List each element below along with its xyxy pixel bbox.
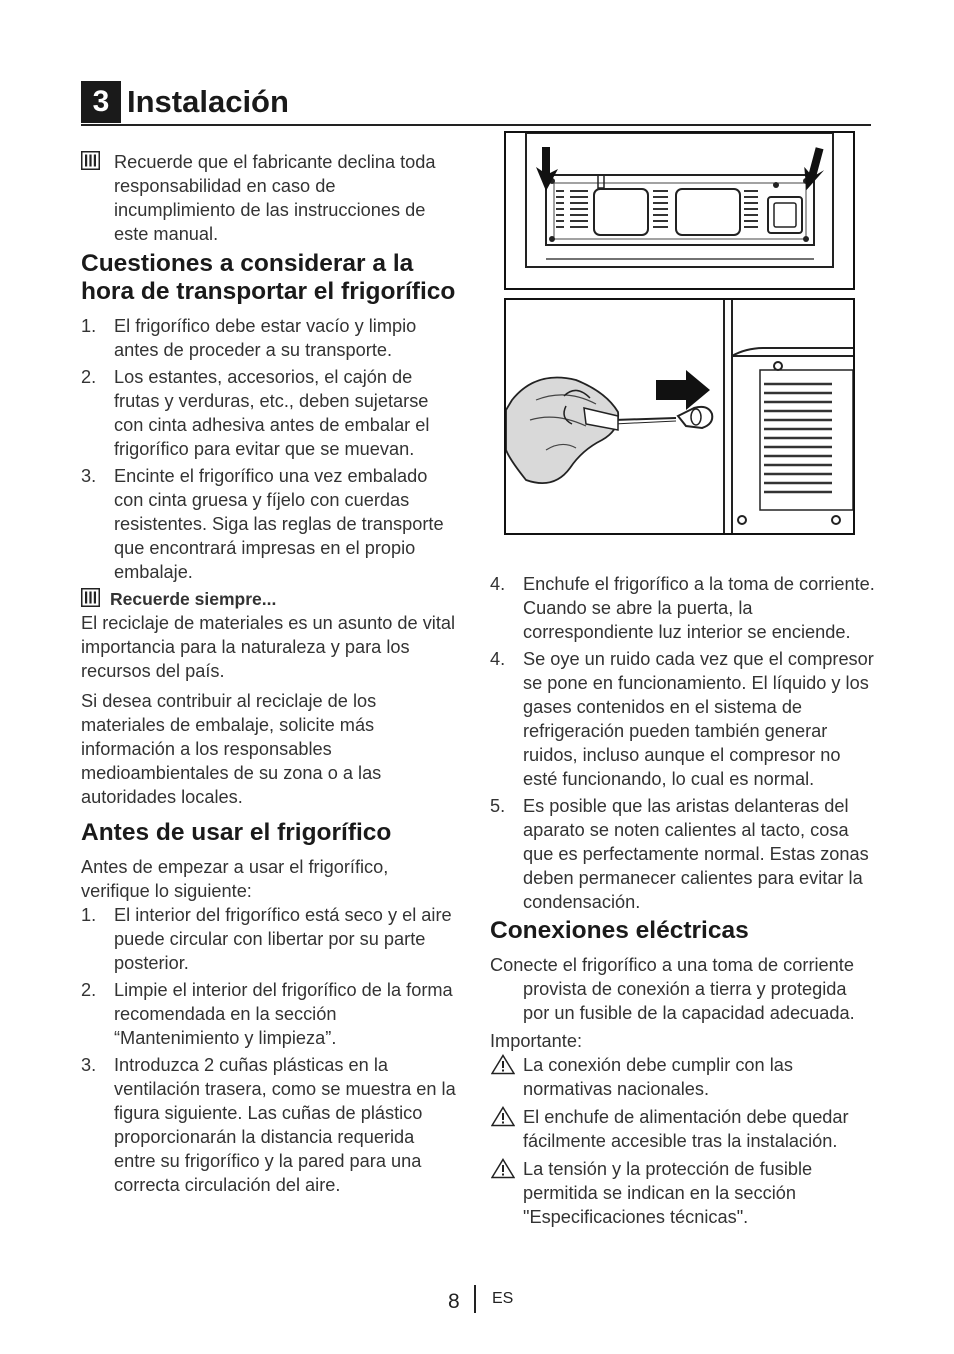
language-code: ES — [492, 1290, 514, 1307]
transport-list — [81, 314, 459, 584]
operation-list — [490, 572, 875, 914]
transport-heading: Cuestiones a considerar a la hora de transportar el frigorífico — [81, 250, 456, 305]
chapter-header — [81, 80, 871, 126]
left-column — [81, 150, 459, 1200]
before-use-heading: Antes de usar el frigorífico — [81, 819, 392, 846]
warning-text: El enchufe de alimentación debe quedar fácilmente accesible tras la instalación. — [523, 1107, 849, 1151]
arrow-right-icon — [656, 370, 710, 410]
info-icon — [81, 588, 100, 607]
page-number: 8 — [448, 1290, 460, 1313]
electrical-intro: Conecte el frigorífico a una toma de corriente provista de conexión a tierra y protegida por un fusible de la capacidad adecuada. — [490, 955, 855, 1023]
list-item-text: Introduzca 2 cuñas plásticas en la ventilación trasera, como se muestra en la figura siguiente. Las cuñas de plástico proporcionarán la distancia requerida entre su frigorífico y la pared para una correcta circulación del aire. — [114, 1055, 456, 1195]
remember-paragraph-1: El reciclaje de materiales es un asunto de vital importancia para la naturaleza y para los recursos del país. — [81, 613, 456, 681]
chapter-number: 3 — [81, 81, 121, 123]
list-item — [81, 464, 459, 584]
remember-paragraph-2: Si desea contribuir al reciclaje de los materiales de embalaje, solicite más información a los responsables medioambientales de su zona o a las autoridades locales. — [81, 691, 382, 807]
before-use-list — [81, 903, 459, 1197]
list-item — [81, 1053, 459, 1197]
intro-note — [81, 150, 459, 246]
list-item-number: 3. — [81, 466, 97, 486]
wedge-insertion-illustration — [506, 300, 853, 533]
before-use-intro: Antes de empezar a usar el frigorífico, verifique lo siguiente: — [81, 857, 389, 901]
list-item-number: 5. — [490, 796, 506, 816]
wedge-insertion-figure — [504, 298, 855, 535]
remember-note — [81, 587, 459, 611]
list-item-text: Se oye un ruido cada vez que el compresor se pone en funcionamiento. El líquido y los gases contenidos en el sistema de refrigeración pueden también generar ruidos, incluso aunque el compresor no esté funcionando, lo cual es normal. — [523, 649, 874, 789]
warning-icon — [491, 1106, 515, 1127]
list-item-number: 4. — [490, 574, 506, 594]
list-item-text: Es posible que las aristas delanteras del aparato se noten calientes al tacto, cosa que es perfectamente normal. Estas zonas deben permanecer calientes para evitar la condensación. — [523, 796, 869, 912]
right-column — [490, 572, 875, 1233]
warning-item — [490, 1053, 875, 1101]
info-icon — [81, 151, 100, 170]
list-item-text: Encinte el frigorífico una vez embalado con cinta gruesa y fíjelo con cuerdas resistentes. Siga las reglas de transporte que encontrará impresas en el propio embalaje. — [114, 466, 444, 582]
list-item-number: 2. — [81, 980, 97, 1000]
important-label: Importante: — [490, 1031, 582, 1051]
warning-item — [490, 1105, 875, 1153]
list-item-text: Los estantes, accesorios, el cajón de frutas y verduras, etc., deben sujetarse con cinta adhesiva antes de embalar el frigorífico para evitar que se muevan. — [114, 367, 430, 459]
list-item-number: 3. — [81, 1055, 97, 1075]
intro-note-text: Recuerde que el fabricante declina toda responsabilidad en caso de incumplimiento de las instrucciones de este manual. — [114, 152, 436, 244]
list-item-text: El frigorífico debe estar vacío y limpio antes de proceder a su transporte. — [114, 316, 417, 360]
list-item-number: 4. — [490, 649, 506, 669]
list-item — [81, 903, 459, 975]
list-item — [490, 794, 875, 914]
warning-icon — [491, 1054, 515, 1075]
list-item-number: 2. — [81, 367, 97, 387]
chapter-title: Instalación — [127, 84, 289, 119]
footer-divider — [474, 1285, 476, 1313]
list-item — [490, 647, 875, 791]
remember-heading: Recuerde siempre... — [110, 589, 277, 609]
rear-vent-illustration — [506, 133, 853, 288]
list-item — [81, 978, 459, 1050]
list-item — [490, 572, 875, 644]
warning-item — [490, 1157, 875, 1229]
electrical-heading: Conexiones eléctricas — [490, 917, 749, 944]
list-item-number: 1. — [81, 316, 97, 336]
list-item — [81, 365, 459, 461]
warning-icon — [491, 1158, 515, 1179]
rear-vent-figure — [504, 131, 855, 290]
warning-text: La conexión debe cumplir con las normativas nacionales. — [523, 1055, 793, 1099]
list-item-number: 1. — [81, 905, 97, 925]
list-item-text: Enchufe el frigorífico a la toma de corriente. Cuando se abre la puerta, la correspondiente luz interior se enciende. — [523, 574, 875, 642]
list-item-text: Limpie el interior del frigorífico de la forma recomendada en la sección “Mantenimiento y limpieza”. — [114, 980, 453, 1048]
list-item-text: El interior del frigorífico está seco y el aire puede circular con libertar por su parte posterior. — [114, 905, 452, 973]
warning-text: La tensión y la protección de fusible permitida se indican en la sección "Especificaciones técnicas". — [523, 1159, 813, 1227]
list-item — [81, 314, 459, 362]
